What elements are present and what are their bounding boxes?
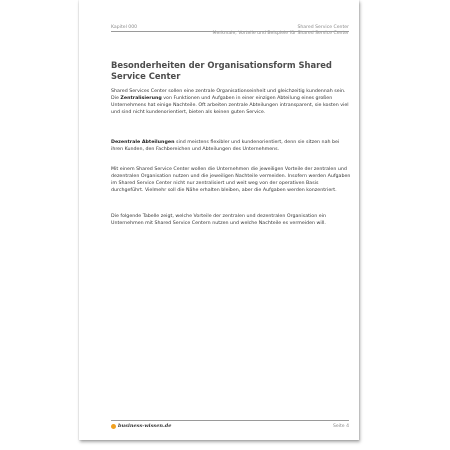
emphasis-zentralisierung: Zentralisierung [120,96,162,102]
paragraph-decentralization [111,139,351,153]
business-wissen-logo [111,423,171,429]
header-chapter: Kapitel 000 [111,25,138,30]
logo-text: business-wissen.de [118,423,172,429]
paragraph-text: Shared Services Center sollen eine zentrale Organisationseinheit und gleichzeitig kundennah sein. Die [111,89,346,102]
emphasis-dezentrale-abteilungen: Dezentrale Abteilungen [111,140,175,145]
page-heading: Besonderheiten der Organisationsform Shared Service Center [111,60,332,81]
paragraph-table-intro: Die folgende Tabelle zeigt, welche Vorteile der zentralen und dezentralen Organisation ein Unternehmen mit Shared Service Centern nutzen und welche Nachteile es vermeiden will. [111,214,326,227]
page-number: Seite 4 [332,424,349,429]
paragraph-shared-service-goal: Mit einem Shared Service Center wollen die Unternehmen die jeweiligen Vorteile der zentralen und dezentralen Organisation nutzen und die jeweiligen Nachteile vermeiden. Insofern werden Aufgaben im Shared Service Center nicht nur zentralisiert und weit weg von der operativen Basis durchgeführt. Vielmehr soll die Nähe erhalten bleiben, aber die Aufgaben werden konzentriert. [111,167,351,194]
paragraph-text: von Funktionen und Aufgaben in einer einzigen Abteilung eines großen Unternehmens hat einige Nachteile. Oft arbeiten zentrale Abteilungen intransparent, sie kosten viel und sind nicht kundenorientiert, bieten als keinen guten Service. [111,96,349,116]
header-section-title: Shared Service Center [297,25,349,30]
header-section-subtitle: Merkmale, Vorteile und Beispiele für Shared Service Center [212,30,349,36]
header-divider [111,31,349,32]
paragraph-centralization [111,88,351,116]
logo-dot-icon [111,424,116,429]
footer-divider [111,420,349,421]
document-page [79,0,359,440]
paragraph-text: sind meistens flexibler und kundenorientiert, denn sie sitzen nah bei ihren Kunden, den Fachbereichen und Abteilungen des Unternehmens. [111,140,340,153]
